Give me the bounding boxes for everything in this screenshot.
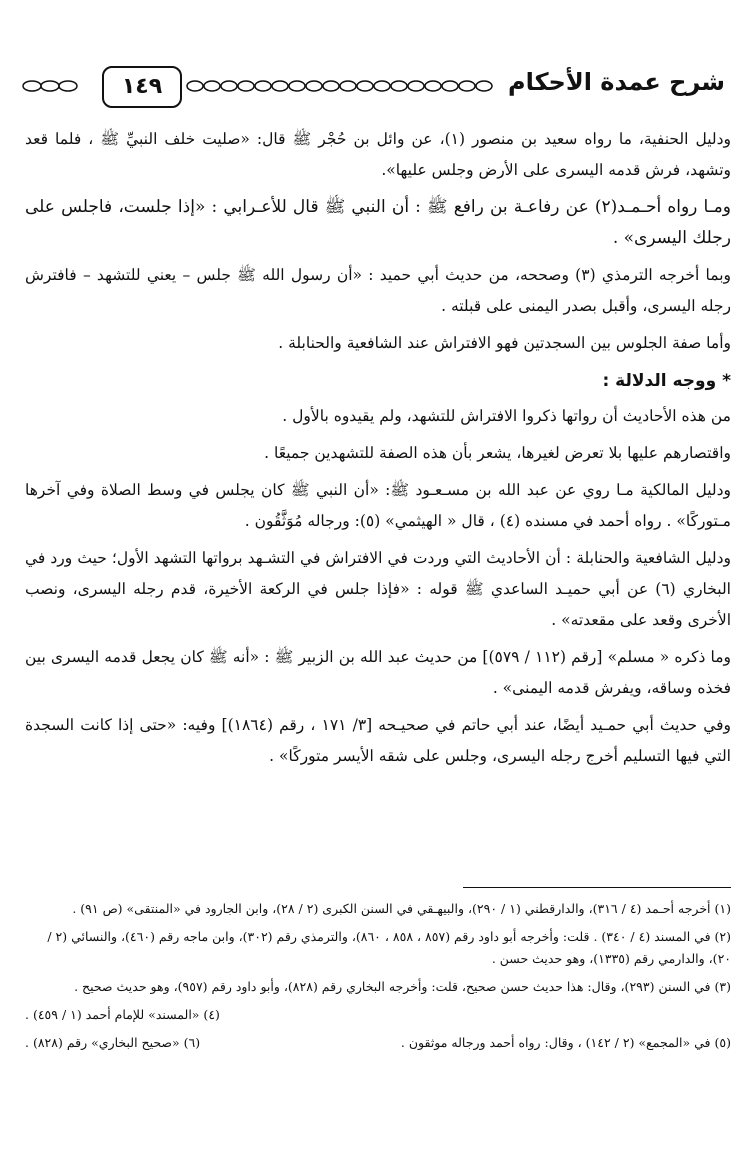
footnote: (٥) في «المجمع» (٢ / ١٤٢) ، وقال: رواه أحمد ورجاله موثقون . — [400, 1035, 731, 1050]
main-text — [25, 124, 731, 778]
paragraph: ومـا رواه أحـمـد(٢) عن رفاعـة بن رافع ﷺ : أن النبي ﷺ قال للأعـرابي : «إذا جلست، فاجلس على رجلك اليسرى» . — [25, 197, 731, 248]
paragraph: من هذه الأحاديث أن رواتها ذكروا الافتراش للتشهد، ولم يقيدوه بالأول . — [282, 407, 731, 425]
paragraph: ودليل الحنفية، ما رواه سعيد بن منصور (١)، عن وائل بن حُجْر ﷺ قال: «صليت خلف النبيِّ ﷺ ، فلما قعد وتشهد، فرش قدمه اليسرى على الأرض وجلس عليها». — [25, 130, 731, 179]
header-end-ornament-icon — [20, 76, 90, 96]
paragraph: وأما صفة الجلوس بين السجدتين فهو الافتراش عند الشافعية والحنابلة . — [278, 334, 731, 352]
paragraph: واقتصارهم عليها بلا تعرض لغيرها، يشعر بأن هذه الصفة للتشهدين جميعًا . — [264, 444, 731, 462]
footnote-row — [25, 1032, 731, 1054]
footnotes — [25, 898, 731, 1060]
footnote-row — [25, 1004, 731, 1026]
paragraph: ودليل المالكية مـا روي عن عبد الله بن مسـعـود ﷺ: «أن النبي ﷺ كان يجلس في وسط الصلاة وفي آخرها مـتوركًا» . رواه أحمد في مسنده (٤) ، قال « الهيثمي» (٥): ورجاله مُوَثَّقُون . — [25, 481, 731, 530]
footnote: (٣) في السنن (٢٩٣)، وقال: هذا حديث حسن صحيح، قلت: وأخرجه البخاري رقم (٨٢٨)، وأبو داود رقم (٩٥٧)، وهو حديث صحيح . — [74, 979, 731, 994]
footnote: (٦) «صحيح البخاري» رقم (٨٢٨) . — [25, 1035, 201, 1050]
paragraph: وبما أخرجه الترمذي (٣) وصححه، من حديث أبي حميد : «أن رسول الله ﷺ جلس – يعني للتشهد – فافترش رجله اليسرى، وأقبل بصدر اليمنى على قبلته . — [25, 266, 731, 315]
footnote: (١) أخرجه أحـمد (٤ / ٣١٦)، والدارقطني (١ / ٢٩٠)، والبيهـقي في السنن الكبرى (٢ / ٢٨)، وابن الجارود في «المنتقى» (ص ٩١) . — [72, 901, 731, 916]
footnote: (٢) في المسند (٤ / ٣٤٠) . قلت: وأخرجه أبو داود رقم (٨٥٧ ، ٨٥٨ ، ٨٦٠)، والترمذي رقم (٣٠٢)، وابن ماجه رقم (٤٦٠)، والنسائي (٢ / ٢٠)، والدارمي رقم (١٣٣٥)، وهو حديث حسن . — [47, 929, 731, 966]
paragraph: وفي حديث أبي حمـيد أيضًا، عند أبي حاتم في صحيـحه [٣/ ١٧١ ، رقم (١٨٦٤)] وفيه: «حتى إذا كانت السجدة التي فيها التسليم أخرج رجله اليسرى، وجلس على شقه الأيسر متوركًا» . — [25, 716, 732, 765]
paragraph: وما ذكره « مسلم» [رقم (١١٢ / ٥٧٩)] من حديث عبد الله بن الزبير ﷺ : «أنه ﷺ كان يجعل قدمه اليسرى بين فخذه وساقه، ويفرش قدمه اليمنى» . — [25, 648, 731, 697]
page-header — [20, 62, 735, 108]
book-title: شرح عمدة الأحكام — [507, 68, 725, 96]
section-heading: * ووجه الدلالة : — [602, 371, 731, 391]
header-ornament-icon — [185, 76, 505, 96]
page-number: ١٤٩ — [102, 66, 182, 108]
paragraph: ودليل الشافعية والحنابلة : أن الأحاديث التي وردت في الافتراش في التشـهد برواتها التشهد الأول؛ حيث ورد في البخاري (٦) عن أبي حميـد الساعدي ﷺ قوله : «فإذا جلس في الركعة الأخيرة، قدم رجله اليسرى، ونصب الأخرى وقعد على مقعدته» . — [25, 549, 731, 629]
footnote: (٤) «المسند» للإمام أحمد (١ / ٤٥٩) . — [25, 1007, 220, 1022]
footnote-divider — [463, 887, 731, 888]
